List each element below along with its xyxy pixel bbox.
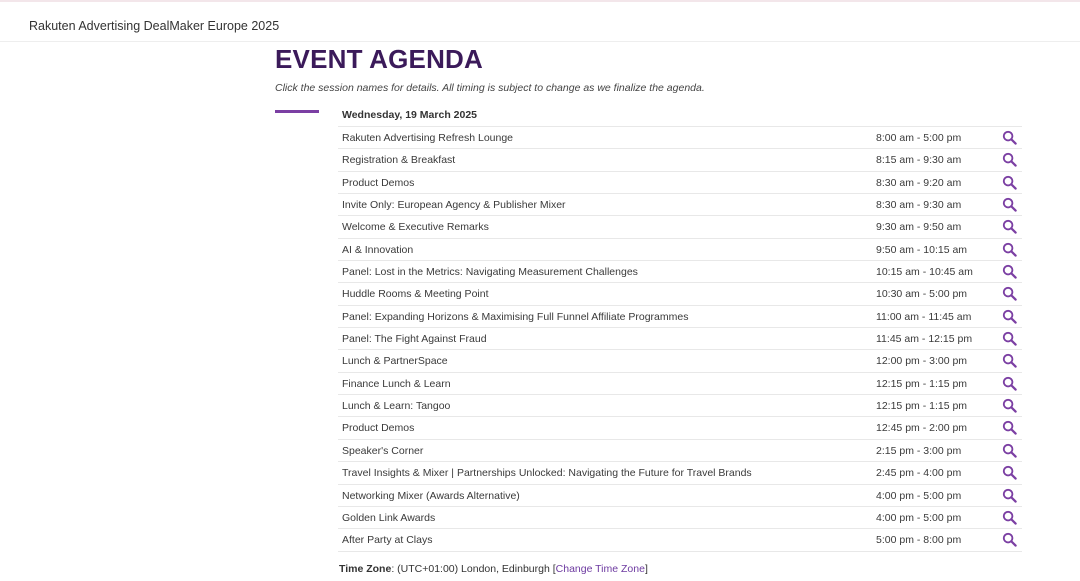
- search-icon[interactable]: [1002, 242, 1017, 257]
- session-name[interactable]: Lunch & Learn: Tangoo: [342, 400, 451, 413]
- session-time: 11:45 am - 12:15 pm: [876, 333, 973, 346]
- session-name[interactable]: After Party at Clays: [342, 534, 433, 547]
- session-row[interactable]: [338, 283, 1022, 305]
- site-title[interactable]: Rakuten Advertising DealMaker Europe 2025: [29, 19, 280, 33]
- session-time: 4:00 pm - 5:00 pm: [876, 489, 962, 502]
- search-icon[interactable]: [1002, 219, 1017, 234]
- search-icon[interactable]: [1002, 286, 1017, 301]
- session-row[interactable]: [338, 373, 1022, 395]
- session-row[interactable]: [338, 417, 1022, 439]
- session-time: 12:00 pm - 3:00 pm: [876, 355, 968, 368]
- session-row[interactable]: [338, 194, 1022, 216]
- session-row[interactable]: [338, 395, 1022, 417]
- search-icon[interactable]: [1002, 488, 1017, 503]
- time-zone-line: [339, 563, 648, 575]
- session-row[interactable]: [338, 261, 1022, 283]
- session-time: 9:30 am - 9:50 am: [876, 221, 962, 234]
- time-zone-close-bracket: ]: [644, 563, 648, 575]
- search-icon[interactable]: [1002, 130, 1017, 145]
- search-icon[interactable]: [1002, 532, 1017, 547]
- search-icon[interactable]: [1002, 197, 1017, 212]
- search-icon[interactable]: [1002, 309, 1017, 324]
- session-name[interactable]: Speaker's Corner: [342, 444, 424, 457]
- search-icon[interactable]: [1002, 152, 1017, 167]
- session-name[interactable]: Product Demos: [342, 422, 415, 435]
- accent-divider: [275, 110, 319, 113]
- search-icon[interactable]: [1002, 175, 1017, 190]
- session-row[interactable]: [338, 172, 1022, 194]
- session-row[interactable]: [338, 350, 1022, 372]
- session-time: 2:45 pm - 4:00 pm: [876, 467, 962, 480]
- session-name[interactable]: Lunch & PartnerSpace: [342, 355, 448, 368]
- session-name[interactable]: AI & Innovation: [342, 243, 414, 256]
- session-name[interactable]: Panel: Lost in the Metrics: Navigating Measurement Challenges: [342, 266, 638, 279]
- session-row[interactable]: [338, 507, 1022, 529]
- session-row[interactable]: [338, 239, 1022, 261]
- session-name[interactable]: Panel: The Fight Against Fraud: [342, 333, 487, 346]
- search-icon[interactable]: [1002, 376, 1017, 391]
- session-time: 10:30 am - 5:00 pm: [876, 288, 968, 301]
- session-name[interactable]: Product Demos: [342, 176, 415, 189]
- change-time-zone-link[interactable]: Change Time Zone: [555, 563, 645, 575]
- session-time: 5:00 pm - 8:00 pm: [876, 534, 962, 547]
- session-name[interactable]: Finance Lunch & Learn: [342, 377, 451, 390]
- session-row[interactable]: [338, 149, 1022, 171]
- page-subtitle: Click the session names for details. All timing is subject to change as we finalize the agenda.: [275, 82, 705, 94]
- session-time: 8:00 am - 5:00 pm: [876, 132, 962, 144]
- search-icon[interactable]: [1002, 331, 1017, 346]
- session-name[interactable]: Invite Only: European Agency & Publisher Mixer: [342, 199, 566, 212]
- session-time: 9:50 am - 10:15 am: [876, 243, 968, 256]
- time-zone-label: Time Zone: [339, 563, 392, 575]
- session-time: 12:15 pm - 1:15 pm: [876, 377, 968, 390]
- session-name[interactable]: Rakuten Advertising Refresh Lounge: [342, 132, 514, 144]
- session-row[interactable]: [338, 306, 1022, 328]
- session-time: 12:45 pm - 2:00 pm: [876, 422, 968, 435]
- session-row[interactable]: [338, 127, 1022, 149]
- search-icon[interactable]: [1002, 420, 1017, 435]
- page-title: EVENT AGENDA: [275, 44, 484, 74]
- search-icon[interactable]: [1002, 398, 1017, 413]
- session-name[interactable]: Huddle Rooms & Meeting Point: [342, 288, 489, 301]
- session-time: 4:00 pm - 5:00 pm: [876, 511, 962, 524]
- session-row[interactable]: [338, 440, 1022, 462]
- session-time: 12:15 pm - 1:15 pm: [876, 400, 968, 413]
- session-name[interactable]: Golden Link Awards: [342, 511, 436, 524]
- search-icon[interactable]: [1002, 353, 1017, 368]
- session-time: 8:30 am - 9:30 am: [876, 199, 962, 212]
- session-row[interactable]: [338, 216, 1022, 238]
- session-time: 8:30 am - 9:20 am: [876, 176, 962, 189]
- session-name[interactable]: Welcome & Executive Remarks: [342, 221, 489, 234]
- time-zone-value: : (UTC+01:00) London, Edinburgh [: [391, 563, 556, 575]
- session-time: 2:15 pm - 3:00 pm: [876, 444, 962, 457]
- session-row[interactable]: [338, 462, 1022, 484]
- session-name[interactable]: Panel: Expanding Horizons & Maximising Full Funnel Affiliate Programmes: [342, 310, 689, 323]
- agenda-table: [338, 105, 1022, 552]
- session-row[interactable]: [338, 328, 1022, 350]
- site-header: [0, 2, 1080, 42]
- search-icon[interactable]: [1002, 465, 1017, 480]
- search-icon[interactable]: [1002, 264, 1017, 279]
- session-row[interactable]: [338, 485, 1022, 507]
- session-row[interactable]: [338, 529, 1022, 551]
- session-time: 8:15 am - 9:30 am: [876, 154, 962, 167]
- session-name[interactable]: Registration & Breakfast: [342, 154, 456, 167]
- session-time: 11:00 am - 11:45 am: [876, 310, 972, 323]
- session-name[interactable]: Travel Insights & Mixer | Partnerships Unlocked: Navigating the Future for Travel Brands: [342, 467, 752, 480]
- day-header: Wednesday, 19 March 2025: [338, 105, 1022, 127]
- session-name[interactable]: Networking Mixer (Awards Alternative): [342, 489, 520, 502]
- session-time: 10:15 am - 10:45 am: [876, 266, 973, 279]
- search-icon[interactable]: [1002, 443, 1017, 458]
- search-icon[interactable]: [1002, 510, 1017, 525]
- session-list: [338, 127, 1022, 552]
